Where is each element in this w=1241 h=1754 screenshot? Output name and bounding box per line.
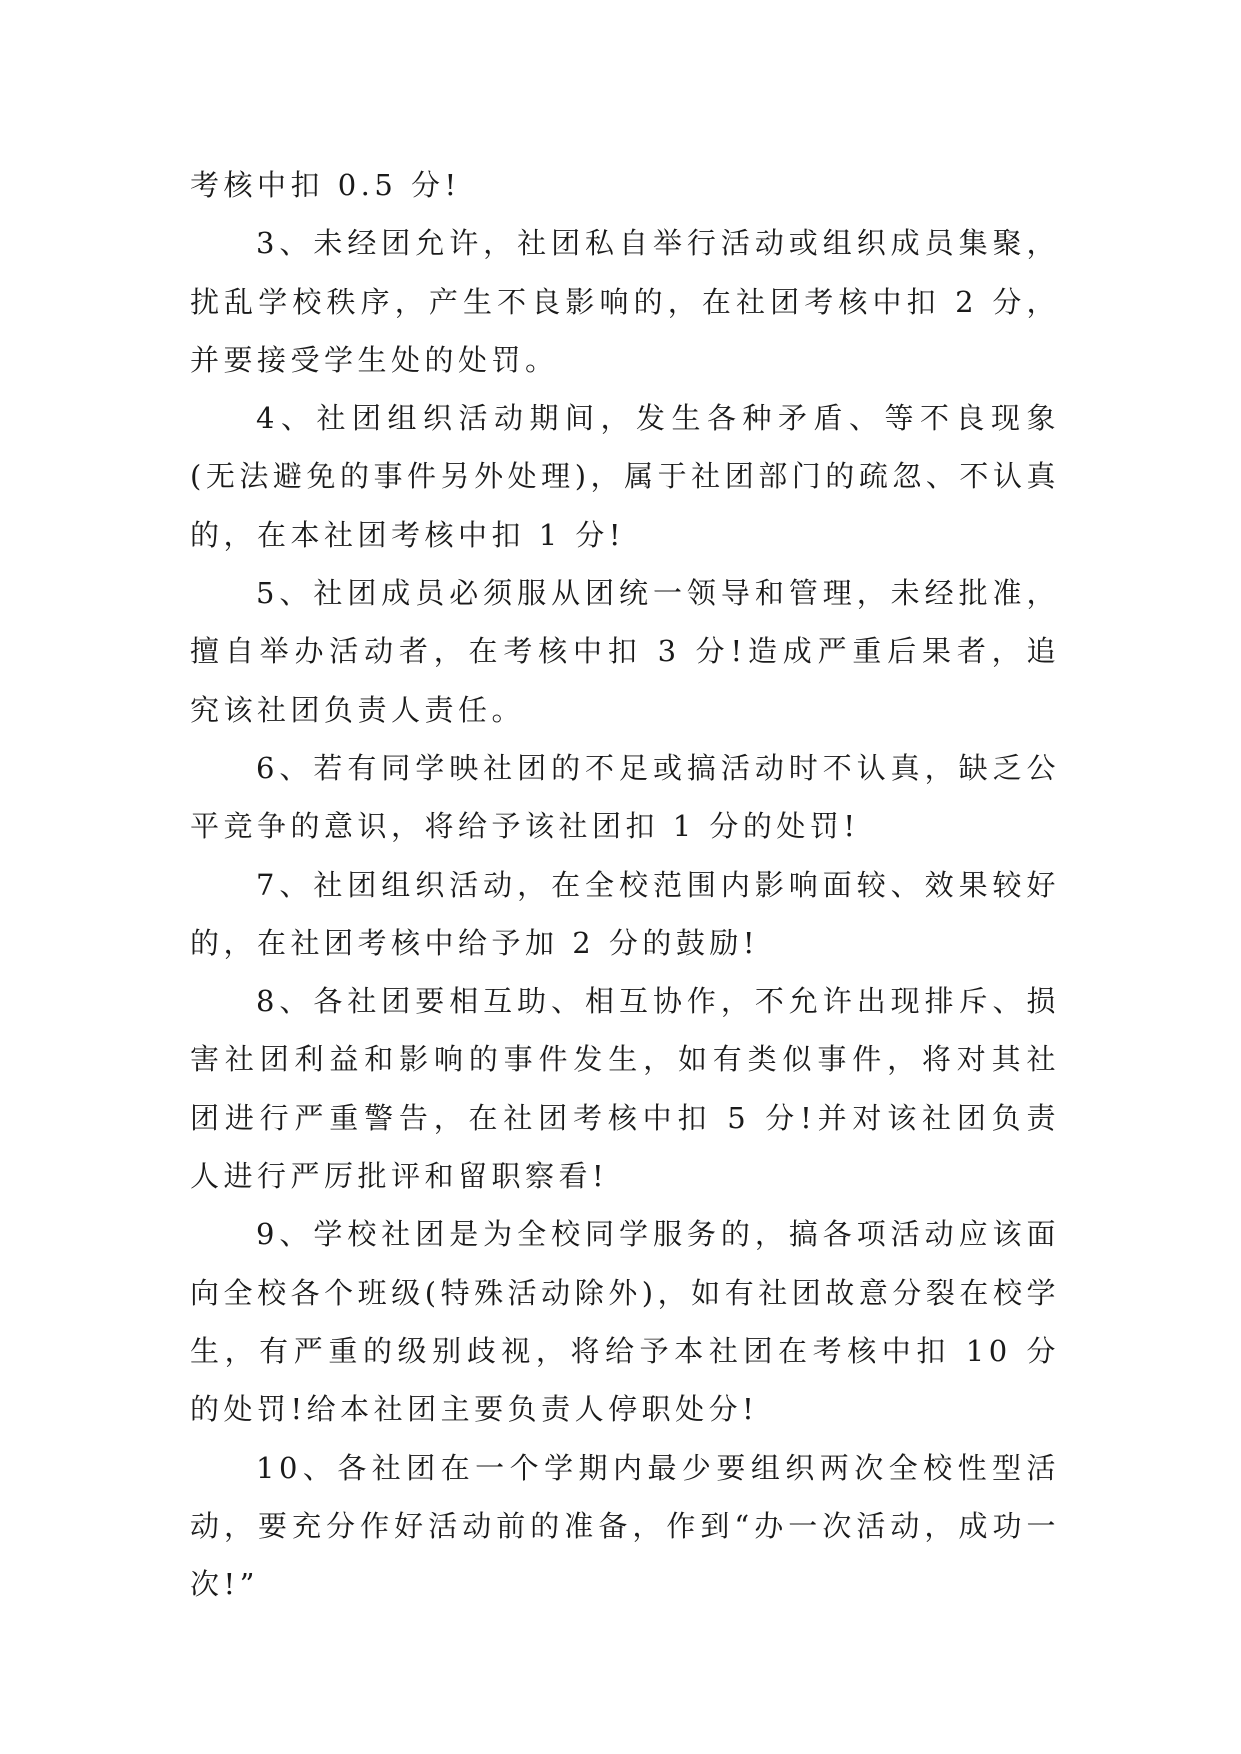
rule-item-6: 6、若有同学映社团的不足或搞活动时不认真，缺乏公平竞争的意识，将给予该社团扣 1 分的处罚! <box>190 750 1060 844</box>
document-body <box>190 156 1060 1613</box>
rule-item-8: 8、各社团要相互助、相互协作，不允许出现排斥、损害社团利益和影响的事件发生，如有类似事件，将对其社团进行严重警告，在社团考核中扣 5 分!并对该社团负责人进行严厉批评和留职察看! <box>190 984 1060 1194</box>
paragraph-continuation: 考核中扣 0.5 分! <box>190 168 461 202</box>
rule-item-3: 3、未经团允许，社团私自举行活动或组织成员集聚，扰乱学校秩序，产生不良影响的，在社团考核中扣 2 分，并要接受学生处的处罚。 <box>190 226 1060 377</box>
rule-item-7: 7、社团组织活动，在全校范围内影响面较、效果较好的，在社团考核中给予加 2 分的鼓励! <box>190 867 1060 960</box>
rule-item-5: 5、社团成员必须服从团统一领导和管理，未经批准，擅自举办活动者，在考核中扣 3 分!造成严重后果者，追究该社团负责人责任。 <box>190 576 1060 727</box>
rule-item-10: 10、各社团在一个学期内最少要组织两次全校性型活动，要充分作好活动前的准备，作到“办一次活动，成功一次!” <box>190 1450 1060 1602</box>
rule-item-9: 9、学校社团是为全校同学服务的，搞各项活动应该面向全校各个班级(特殊活动除外)，如有社团故意分裂在校学生，有严重的级别歧视，将给予本社团在考核中扣 10 分的处罚!给本社团主要负责人停职处分! <box>190 1217 1060 1427</box>
rule-item-4: 4、社团组织活动期间，发生各种矛盾、等不良现象(无法避免的事件另外处理)，属于社团部门的疏忽、不认真的，在本社团考核中扣 1 分! <box>190 401 1060 552</box>
